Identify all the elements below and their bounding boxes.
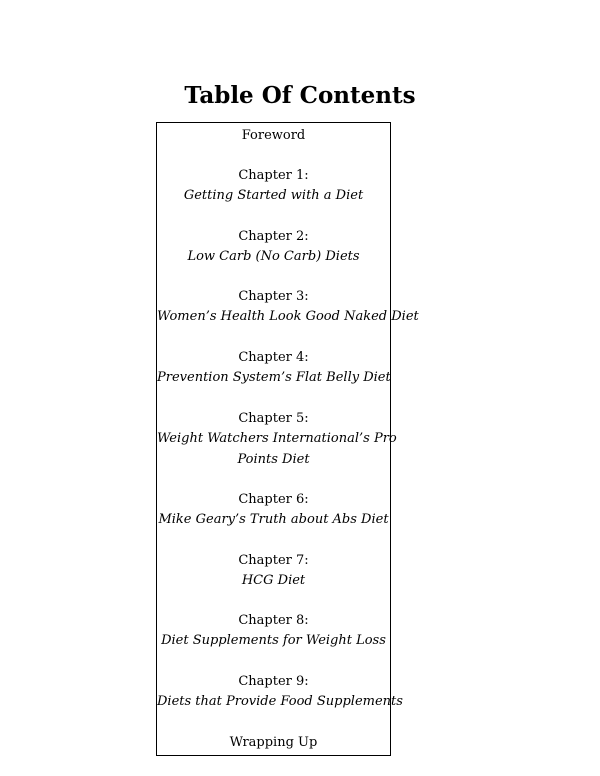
- toc-chapter-3-title[interactable]: Women’s Health Look Good Naked Diet: [157, 309, 419, 324]
- toc-chapter-1-label[interactable]: Chapter 1:: [238, 168, 309, 183]
- toc-chapter-5-label[interactable]: Chapter 5:: [238, 411, 309, 426]
- toc-chapter-3-label[interactable]: Chapter 3:: [238, 289, 309, 304]
- toc-chapter-2-label[interactable]: Chapter 2:: [238, 229, 309, 244]
- toc-chapter-1-title[interactable]: Getting Started with a Diet: [183, 188, 364, 203]
- toc-chapter-7-label[interactable]: Chapter 7:: [238, 553, 309, 568]
- toc-chapter-5-title-line-1[interactable]: Weight Watchers International’s Pro: [157, 431, 397, 446]
- toc-chapter-2-title[interactable]: Low Carb (No Carb) Diets: [187, 249, 360, 264]
- table-of-contents: [156, 122, 419, 756]
- toc-chapter-4-label[interactable]: Chapter 4:: [238, 350, 309, 365]
- toc-chapter-4-title[interactable]: Prevention System’s Flat Belly Diet: [157, 370, 391, 385]
- toc-foreword[interactable]: Foreword: [241, 128, 306, 143]
- toc-chapter-6-title[interactable]: Mike Geary’s Truth about Abs Diet: [158, 512, 389, 527]
- toc-chapter-9-title[interactable]: Diets that Provide Food Supplements: [157, 694, 403, 709]
- toc-chapter-5-title-line-2[interactable]: Points Diet: [237, 452, 310, 467]
- toc-chapter-8-label[interactable]: Chapter 8:: [238, 613, 309, 628]
- page-title: Table Of Contents: [184, 82, 416, 109]
- toc-chapter-8-title[interactable]: Diet Supplements for Weight Loss: [161, 633, 386, 648]
- toc-wrapping-up[interactable]: Wrapping Up: [229, 735, 318, 750]
- toc-chapter-9-label[interactable]: Chapter 9:: [238, 674, 309, 689]
- toc-chapter-7-title[interactable]: HCG Diet: [241, 573, 306, 588]
- toc-chapter-6-label[interactable]: Chapter 6:: [238, 492, 309, 507]
